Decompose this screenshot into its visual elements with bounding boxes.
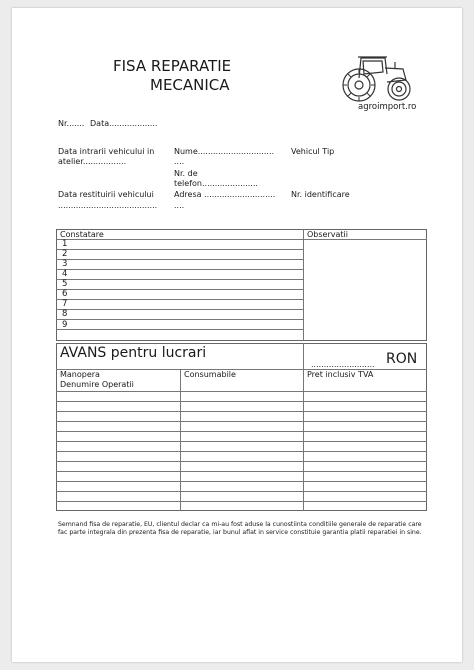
row-line: [56, 299, 303, 300]
row-number: 7: [62, 299, 68, 309]
row-line: [56, 491, 427, 492]
row-number: 2: [62, 249, 68, 259]
footer-disclaimer: Semnand fisa de reparatie, EU, clientul declar ca mi-au fost aduse la cunostiinta conditiile generale de reparatie care fac parte integrala din prezenta fisa de reparatie, iar bunul aflat in service constituie garantia platii reparatiei in sine.: [58, 521, 422, 537]
constatare-divider: [303, 229, 304, 341]
row-line: [56, 249, 303, 250]
col-constatare: Constatare: [60, 230, 104, 239]
avans-amount-dots: .........................: [311, 360, 375, 369]
nr-identificare-label: Nr. identificare: [291, 190, 350, 199]
nume-field-1: Nume..............................: [174, 147, 275, 156]
col-denumire-operatii: Denumire Operatii: [60, 380, 134, 389]
row-line: [56, 259, 303, 260]
tractor-icon: [337, 52, 423, 104]
row-line: [56, 471, 427, 472]
avans-title: AVANS pentru lucrari: [60, 345, 207, 361]
data-restituirii-label-2: .......................................: [58, 201, 158, 210]
col-manopera: Manopera: [60, 370, 100, 379]
document-page: [12, 8, 462, 662]
adresa-field-1: Adresa ............................: [174, 190, 276, 199]
constatare-header-line: [56, 239, 427, 240]
row-line: [56, 289, 303, 290]
data-intrarii-label-2: atelier.................: [58, 157, 127, 166]
data-restituirii-label-1: Data restituirii vehicului: [58, 190, 154, 199]
vehicul-tip-label: Vehicul Tip: [291, 147, 335, 156]
adresa-field-2: ....: [174, 201, 185, 210]
nr-telefon-label-2: telefon......................: [174, 179, 258, 188]
row-line: [56, 319, 303, 320]
row-line: [56, 309, 303, 310]
row-number: 8: [62, 309, 68, 319]
data-field: Data...................: [90, 119, 158, 128]
row-number: 4: [62, 269, 68, 279]
row-line: [56, 279, 303, 280]
nr-telefon-label-1: Nr. de: [174, 169, 198, 178]
row-line: [56, 391, 427, 392]
constatare-table: [56, 229, 427, 341]
row-line: [56, 329, 303, 330]
row-line: [56, 441, 427, 442]
col-consumabile: Consumabile: [184, 370, 236, 379]
nume-field-2: ....: [174, 157, 185, 166]
row-number: 9: [62, 320, 68, 330]
row-number: 3: [62, 259, 68, 269]
nr-field: Nr.......: [58, 119, 85, 128]
row-line: [56, 451, 427, 452]
row-line: [56, 401, 427, 402]
col-observatii: Observatii: [307, 230, 348, 239]
tractor-logo: [337, 52, 423, 120]
data-intrarii-label-1: Data intrarii vehicului in: [58, 147, 155, 156]
row-number: 1: [62, 239, 68, 249]
row-line: [56, 431, 427, 432]
row-line: [56, 421, 427, 422]
avans-currency: RON: [386, 351, 418, 367]
row-number: 6: [62, 289, 68, 299]
col-pret: Pret inclusiv TVA: [307, 370, 374, 379]
title-line-2: MECANICA: [150, 76, 230, 94]
title-line-1: FISA REPARATIE: [113, 57, 232, 75]
row-line: [56, 411, 427, 412]
row-line: [56, 269, 303, 270]
row-line: [56, 461, 427, 462]
row-number: 5: [62, 279, 68, 289]
row-line: [56, 481, 427, 482]
row-line: [56, 501, 427, 502]
logo-caption: agroimport.ro: [358, 102, 417, 112]
